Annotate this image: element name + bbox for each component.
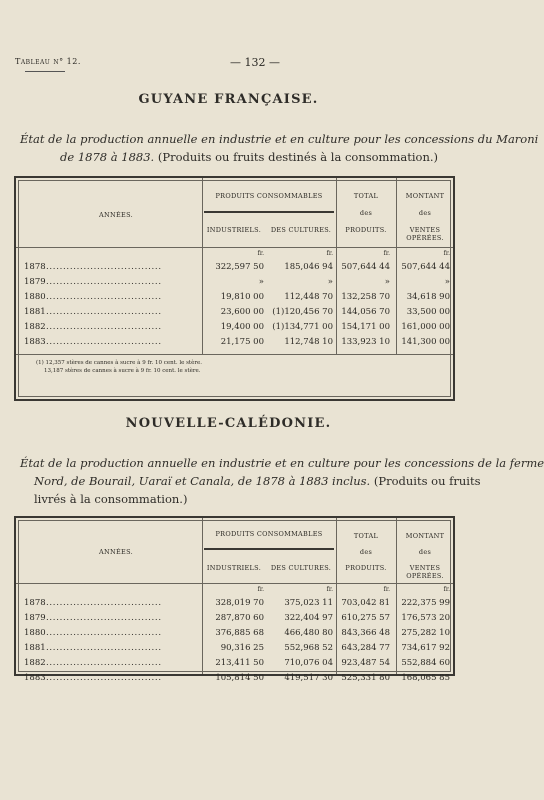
year-cell: 1880 bbox=[24, 628, 46, 638]
col-total-des: des bbox=[359, 548, 373, 556]
value-cell-tot: 525,331 80 bbox=[341, 673, 390, 683]
year-cell: 1880 bbox=[24, 292, 46, 302]
page-header bbox=[15, 57, 445, 77]
value-cell-ind: 322,597 50 bbox=[215, 262, 264, 272]
leader-dots: . . . . . . . . . . . . . . . . . . . . . . . . . . . . . . . . . . bbox=[46, 277, 161, 287]
value-cell-ind: 19,810 00 bbox=[220, 292, 264, 302]
year-cell: 1882 bbox=[24, 658, 46, 668]
table-header-caledonie bbox=[16, 518, 453, 584]
subtitle-caledonie-line3-text: livrés à la consommation.) bbox=[34, 492, 188, 506]
leader-dots: . . . . . . . . . . . . . . . . . . . . . . . . . . . . . . . . . . bbox=[46, 613, 161, 623]
unit-fr: fr. bbox=[383, 250, 390, 257]
value-cell-mont: 176,573 20 bbox=[401, 613, 450, 623]
col-cultures: DES CULTURES. bbox=[270, 564, 332, 572]
col-montant-des: des bbox=[418, 548, 432, 556]
value-cell-cul: 185,046 94 bbox=[284, 262, 333, 272]
col-total-produits: PRODUITS. bbox=[345, 564, 387, 572]
value-cell-tot: 132,258 70 bbox=[341, 292, 390, 302]
year-cell: 1879 bbox=[24, 613, 46, 623]
value-cell-tot: 154,171 00 bbox=[341, 322, 390, 332]
leader-dots: . . . . . . . . . . . . . . . . . . . . . . . . . . . . . . . . . . bbox=[46, 673, 161, 683]
group-rule bbox=[204, 548, 334, 550]
group-rule bbox=[204, 211, 334, 213]
value-cell-cul: » bbox=[327, 277, 333, 287]
subtitle-caledonie-line1: État de la production annuelle en industrie et en culture pour les concessions de la ferme bbox=[20, 456, 544, 470]
unit-fr: fr. bbox=[257, 250, 264, 257]
leader-dots: . . . . . . . . . . . . . . . . . . . . . . . . . . . . . . . . . . bbox=[46, 292, 161, 302]
subtitle-guyane-line2-upright: (Produits ou fruits destinés à la consommation.) bbox=[154, 150, 438, 164]
value-cell-cul: 112,748 10 bbox=[284, 337, 333, 347]
value-cell-mont: 33,500 00 bbox=[406, 307, 450, 317]
year-cell: 1882 bbox=[24, 322, 46, 332]
value-cell-mont: 222,375 99 bbox=[401, 598, 450, 608]
value-cell-ind: 19,400 00 bbox=[220, 322, 264, 332]
value-cell-mont: 734,617 92 bbox=[401, 643, 450, 653]
value-cell-ind: 23,600 00 bbox=[220, 307, 264, 317]
year-cell: 1878 bbox=[24, 262, 46, 272]
subtitle-caledonie-line3 bbox=[34, 491, 474, 508]
year-cell: 1883 bbox=[24, 337, 46, 347]
value-cell-ind: 213,411 50 bbox=[215, 658, 264, 668]
col-montant-ventes: VENTES OPÉRÉES. bbox=[406, 226, 444, 242]
unit-fr: fr. bbox=[443, 250, 450, 257]
value-cell-tot: 703,042 81 bbox=[341, 598, 390, 608]
value-cell-tot: 144,056 70 bbox=[341, 307, 390, 317]
value-cell-ind: 287,870 60 bbox=[215, 613, 264, 623]
col-montant-des: des bbox=[418, 209, 432, 217]
col-montant-ventes: VENTES OPÉRÉES. bbox=[406, 564, 444, 580]
section-title-caledonie: NOUVELLE-CALÉDONIE. bbox=[125, 416, 332, 431]
table-row bbox=[16, 335, 453, 350]
leader-dots: . . . . . . . . . . . . . . . . . . . . . . . . . . . . . . . . . . bbox=[46, 322, 161, 332]
units-row bbox=[16, 248, 453, 260]
col-produits-consommables: PRODUITS CONSOMMABLES bbox=[215, 192, 323, 200]
unit-fr: fr. bbox=[443, 586, 450, 593]
value-cell-cul: 710,076 04 bbox=[284, 658, 333, 668]
value-cell-cul: (1)120,456 70 bbox=[272, 307, 333, 317]
table-row bbox=[16, 305, 453, 320]
units-row bbox=[16, 584, 453, 596]
col-total-des: des bbox=[359, 209, 373, 217]
value-cell-mont: 275,282 10 bbox=[401, 628, 450, 638]
value-cell-tot: » bbox=[384, 277, 390, 287]
leader-dots: . . . . . . . . . . . . . . . . . . . . . . . . . . . . . . . . . . bbox=[46, 643, 161, 653]
col-industriels: INDUSTRIELS. bbox=[206, 226, 262, 234]
value-cell-ind: 328,019 70 bbox=[215, 598, 264, 608]
footnote-line1: (1) 12,357 stères de cannes à sucre à 9 fr. 10 cent. le stère. bbox=[36, 360, 203, 366]
value-cell-mont: 34,618 90 bbox=[406, 292, 450, 302]
value-cell-ind: 376,885 68 bbox=[215, 628, 264, 638]
year-cell: 1883 bbox=[24, 673, 46, 683]
col-total: TOTAL bbox=[353, 192, 379, 200]
table-row bbox=[16, 260, 453, 275]
subtitle-guyane-line1: État de la production annuelle en industrie et en culture pour les concessions du Maroni bbox=[20, 132, 539, 146]
unit-fr: fr. bbox=[326, 250, 333, 257]
value-cell-cul: (1)134,771 00 bbox=[272, 322, 333, 332]
leader-dots: . . . . . . . . . . . . . . . . . . . . . . . . . . . . . . . . . . bbox=[46, 307, 161, 317]
value-cell-mont: 161,000 00 bbox=[401, 322, 450, 332]
col-montant: MONTANT bbox=[405, 532, 445, 540]
tableau-label: Tableau n° 12. bbox=[15, 57, 81, 66]
col-cultures: DES CULTURES. bbox=[270, 226, 332, 234]
tableau-rule bbox=[25, 71, 65, 72]
value-cell-tot: 643,284 77 bbox=[341, 643, 390, 653]
footnote-line2: 13,187 stères de cannes à sucre à 9 fr. 10 cent. le stère. bbox=[44, 368, 201, 374]
leader-dots: . . . . . . . . . . . . . . . . . . . . . . . . . . . . . . . . . . bbox=[46, 337, 161, 347]
table-row bbox=[16, 596, 453, 611]
table-header-guyane bbox=[16, 178, 453, 248]
value-cell-cul: 552,968 52 bbox=[284, 643, 333, 653]
value-cell-ind: 105,814 50 bbox=[215, 673, 264, 683]
subtitle-guyane-line2 bbox=[60, 149, 500, 166]
value-cell-mont: 507,644 44 bbox=[401, 262, 450, 272]
table-guyane bbox=[14, 176, 455, 401]
subtitle-guyane-line2-italic: de 1878 à 1883. bbox=[60, 150, 155, 164]
table-body-guyane bbox=[16, 248, 453, 354]
year-cell: 1878 bbox=[24, 598, 46, 608]
leader-dots: . . . . . . . . . . . . . . . . . . . . . . . . . . . . . . . . . . bbox=[46, 628, 161, 638]
value-cell-tot: 133,923 10 bbox=[341, 337, 390, 347]
value-cell-mont: » bbox=[444, 277, 450, 287]
value-cell-tot: 843,366 48 bbox=[341, 628, 390, 638]
year-cell: 1879 bbox=[24, 277, 46, 287]
table-row bbox=[16, 320, 453, 335]
value-cell-ind: 90,316 25 bbox=[220, 643, 264, 653]
unit-fr: fr. bbox=[326, 586, 333, 593]
footnote-guyane bbox=[16, 354, 453, 380]
col-total: TOTAL bbox=[353, 532, 379, 540]
value-cell-mont: 552,884 60 bbox=[401, 658, 450, 668]
value-cell-tot: 923,487 54 bbox=[341, 658, 390, 668]
table-row bbox=[16, 656, 453, 671]
value-cell-cul: 322,404 97 bbox=[284, 613, 333, 623]
value-cell-ind: 21,175 00 bbox=[220, 337, 264, 347]
table-row bbox=[16, 641, 453, 656]
leader-dots: . . . . . . . . . . . . . . . . . . . . . . . . . . . . . . . . . . bbox=[46, 262, 161, 272]
year-cell: 1881 bbox=[24, 307, 46, 317]
subtitle-caledonie-line2-upright: (Produits ou fruits bbox=[370, 474, 481, 488]
value-cell-tot: 610,275 57 bbox=[341, 613, 390, 623]
value-cell-cul: 419,517 30 bbox=[284, 673, 333, 683]
table-row bbox=[16, 290, 453, 305]
section-title-guyane: GUYANE FRANÇAISE. bbox=[138, 92, 319, 107]
subtitle-caledonie-line2-italic: Nord, de Bourail, Uaraï et Canala, de 1878 à 1883 inclus. bbox=[34, 474, 371, 488]
page-number: — 132 — bbox=[230, 56, 280, 69]
unit-fr: fr. bbox=[257, 586, 264, 593]
year-cell: 1881 bbox=[24, 643, 46, 653]
unit-fr: fr. bbox=[383, 586, 390, 593]
table-caledonie bbox=[14, 516, 455, 683]
col-montant: MONTANT bbox=[405, 192, 445, 200]
value-cell-cul: 466,480 80 bbox=[284, 628, 333, 638]
col-total-produits: PRODUITS. bbox=[345, 226, 387, 234]
leader-dots: . . . . . . . . . . . . . . . . . . . . . . . . . . . . . . . . . . bbox=[46, 658, 161, 668]
col-produits-consommables: PRODUITS CONSOMMABLES bbox=[215, 530, 323, 538]
value-cell-ind: » bbox=[258, 277, 264, 287]
table-row bbox=[16, 671, 453, 686]
table-row bbox=[16, 611, 453, 626]
value-cell-cul: 375,023 11 bbox=[284, 598, 333, 608]
value-cell-mont: 141,300 00 bbox=[401, 337, 450, 347]
table-row bbox=[16, 626, 453, 641]
table-body-caledonie bbox=[16, 584, 453, 683]
value-cell-cul: 112,448 70 bbox=[284, 292, 333, 302]
leader-dots: . . . . . . . . . . . . . . . . . . . . . . . . . . . . . . . . . . bbox=[46, 598, 161, 608]
table-row bbox=[16, 275, 453, 290]
col-industriels: INDUSTRIELS. bbox=[206, 564, 262, 572]
value-cell-tot: 507,644 44 bbox=[341, 262, 390, 272]
col-annees: ANNÉES. bbox=[99, 548, 133, 556]
subtitle-caledonie-line2 bbox=[34, 473, 481, 490]
col-annees: ANNÉES. bbox=[99, 211, 133, 219]
value-cell-mont: 168,065 85 bbox=[401, 673, 450, 683]
